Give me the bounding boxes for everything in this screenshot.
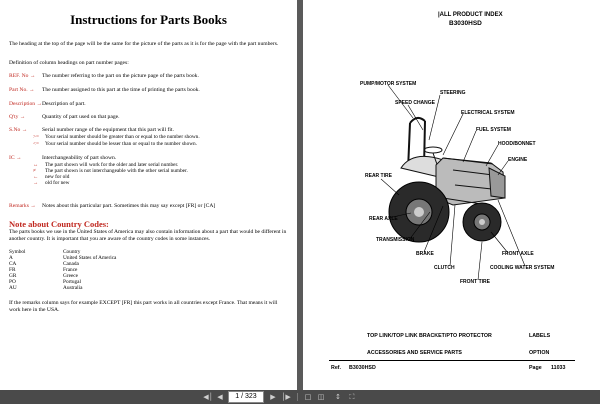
label-clutch: CLUTCH [434,265,455,271]
viewer-toolbar [0,390,600,404]
label-front-axle: FRONT AXLE [502,251,534,257]
page-number-input[interactable]: 1 / 323 [228,391,264,403]
label-engine: ENGINE [508,157,528,163]
country-name: Portugal [63,279,81,285]
symbol-header: Symbol [9,249,26,255]
country-name: Australia [63,285,83,291]
country-symbol: A [9,255,13,261]
definition-desc: Notes about this particular part. Sometimes this may say except [FR] or [CA] [42,203,216,209]
label-brake: BRAKE [416,251,434,257]
definition-desc: Description of part. [42,101,86,107]
page-label: Page [529,365,542,371]
sno-sub-item [33,134,200,140]
country-name: United States of America [63,255,117,261]
ref-label: Ref. [331,365,342,371]
definition-desc: The number assigned to this part at the time of printing the parts book. [42,87,200,93]
single-page-icon[interactable]: □ [304,393,312,401]
footer-accessories: ACCESSORIES AND SERVICE PARTS [367,350,462,356]
country-name: France [63,267,78,273]
toolbar-divider [297,393,298,401]
ref-value: B3030HSD [349,365,376,371]
definition-desc: Serial number range of the equipment that this part will fit. [42,127,174,133]
sno-sub-item [33,141,197,147]
definition-heading: Definition of column headings on part number pages: [9,60,129,66]
definition-term: S.No → [9,127,28,133]
footer-top-link: TOP LINK/TOP LINK BRACKET/PTO PROTECTOR [367,333,492,339]
sub-text: old for new [45,180,70,186]
footer-labels: LABELS [529,333,551,339]
sub-symbol: → [33,180,39,186]
country-header: Country [63,249,81,255]
sub-text: new for old [45,174,70,180]
first-page-icon[interactable]: ◀│ [203,393,213,401]
country-symbol: PO [9,279,16,285]
sub-symbol: ≠ [33,168,36,174]
definition-desc: The number referring to the part on the picture page of the parts book. [42,73,199,79]
left-document-page [0,0,297,390]
footer-divider [329,360,575,361]
sub-symbol: <= [33,141,39,147]
closing-paragraph: If the remarks column says for example EXCEPT [FR] this part works in all countries except France. That means it will work here in the USA. [9,300,278,313]
definition-term: Remarks → [9,203,36,209]
country-symbol: GR [9,273,17,279]
model-header: B3030HSD [449,20,482,27]
next-page-icon[interactable]: ▶ [270,393,276,401]
right-document-page [303,0,600,390]
tractor-diagram [303,0,600,390]
sub-symbol: ← [33,174,39,180]
front-tire-icon [463,203,501,241]
prev-page-icon[interactable]: ◀ [217,393,223,401]
country-symbol: CA [9,261,17,267]
ic-sub-item [33,180,69,186]
label-rear-tire: REAR TIRE [365,173,392,179]
country-paragraph: The parts books we use in the United States of America may also contain information about a part that would be different in another country. It is important that you are aware of the country codes in some instances. [9,229,287,242]
last-page-icon[interactable]: │▶ [281,393,291,401]
page-title: Instructions for Parts Books [70,12,227,27]
country-codes-heading: Note about Country Codes: [9,219,109,229]
label-rear-axle: REAR AXLE [369,216,398,222]
label-transmission: TRANSMISSION [376,237,415,243]
sub-symbol: >= [33,134,39,140]
definition-row-description [9,101,294,109]
fullscreen-icon[interactable]: ⛶ [349,393,355,401]
product-index-header: |ALL PRODUCT INDEX [438,12,503,18]
label-electrical-system: ELECTRICAL SYSTEM [461,110,515,116]
definition-term: Description → [9,101,43,107]
definition-term: Part No. → [9,87,35,93]
definition-row-qty [9,114,294,122]
definition-term: REF. No → [9,73,36,79]
definition-row-partno [9,87,294,95]
intro-paragraph: The heading at the top of the page will be the same for the picture of the parts as it is for the page with the part numbers. [9,41,279,47]
sub-text: The part shown will work for the older and later serial number. [45,162,179,168]
definition-desc: Interchangeability of part shown. [42,155,117,161]
sub-symbol: ↔ [33,162,39,168]
definition-row-remarks [9,203,294,211]
sub-text: Your serial number should be lesser than or equal to the number shown. [45,141,198,147]
country-row [9,285,82,291]
label-steering: STEERING [440,90,466,96]
page-number: 11033 [551,365,566,371]
fit-page-icon[interactable]: ↕ [335,393,341,401]
definition-term: IC → [9,155,22,161]
label-hood-bonnet: HOOD/BONNET [498,141,536,147]
footer-option: OPTION [529,350,550,356]
definition-desc: Quantity of part used on that page. [42,114,120,120]
label-pump-motor: PUMP/MOTOR SYSTEM [360,81,417,87]
definition-term: Q'ty → [9,114,26,120]
label-front-tire: FRONT TIRE [460,279,490,285]
label-speed-change: SPEED CHANGE [395,100,436,106]
country-symbol: AU [9,285,17,291]
label-fuel-system: FUEL SYSTEM [476,127,511,133]
label-cooling-water: COOLING WATER SYSTEM [490,265,555,271]
country-symbol: FR [9,267,16,273]
rear-tire-icon [389,182,449,242]
two-page-icon[interactable]: ◫ [317,393,325,401]
country-name: Canada [63,261,79,267]
country-name: Greece [63,273,78,279]
sub-text: The part shown is not interchangeable with the other serial number. [45,168,188,174]
sub-text: Your serial number should be greater than or equal to the number shown. [45,134,200,140]
definition-row-ref [9,73,294,81]
